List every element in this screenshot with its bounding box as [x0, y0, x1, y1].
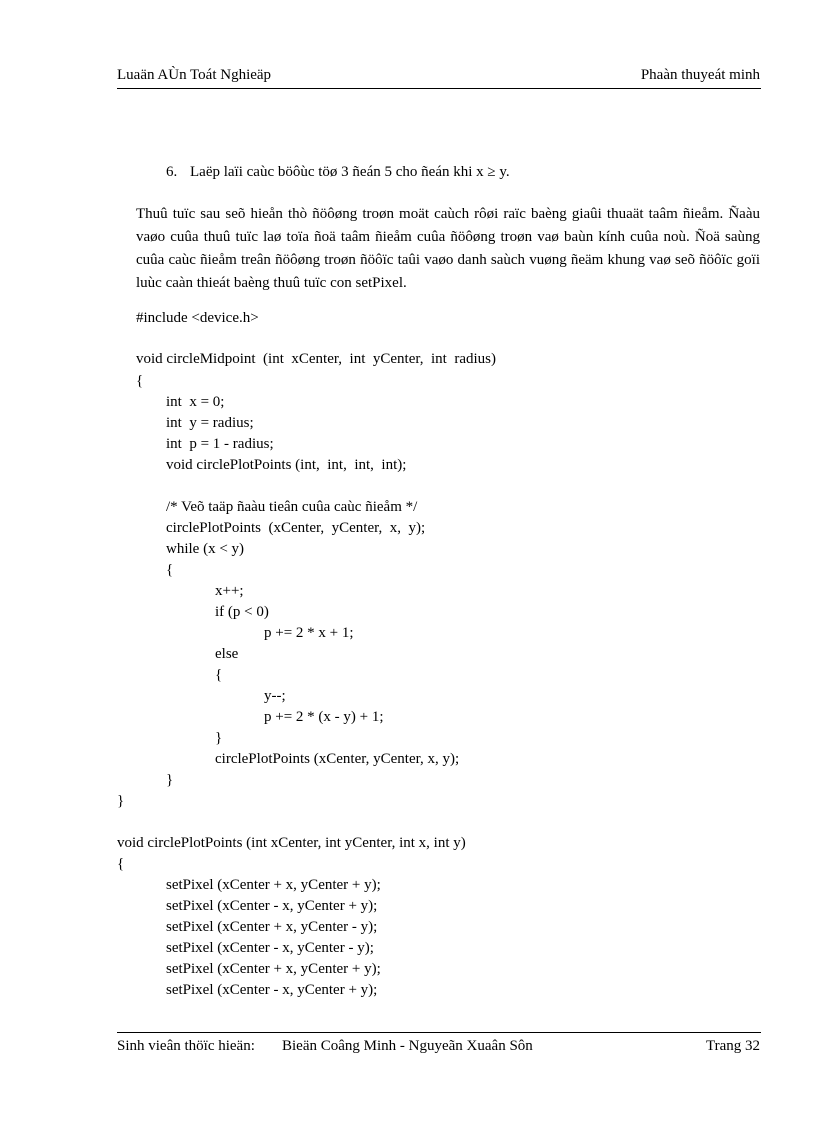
code-line: void circlePlotPoints (int xCenter, int yCenter, int x, int y)	[117, 835, 466, 851]
footer-page-number: Trang 32	[705, 1038, 760, 1054]
code-line: {	[166, 562, 174, 578]
code-line: setPixel (xCenter + x, yCenter + y);	[166, 961, 381, 977]
code-line: setPixel (xCenter + x, yCenter + y);	[166, 877, 381, 893]
code-line: #include <device.h>	[136, 310, 259, 326]
code-line: {	[117, 856, 125, 872]
footer-rule	[117, 1032, 761, 1033]
code-line: int y = radius;	[166, 415, 254, 431]
header-left: Luaän AÙn Toát Nghieäp	[117, 67, 272, 83]
code-line: }	[166, 772, 174, 788]
code-line: setPixel (xCenter - x, yCenter - y);	[166, 940, 374, 956]
code-line: int x = 0;	[166, 394, 225, 410]
code-line: setPixel (xCenter - x, yCenter + y);	[166, 898, 378, 914]
code-line: if (p < 0)	[215, 604, 269, 620]
body-paragraph: Thuû tuïc sau seõ hieån thò ñöôøng troøn moät caùch rôøi raïc baèng giaûi thuaät taâm ñieåm. Ñaàu vaøo cuûa thuû tuïc laø toïa ñoä taâm ñieåm cuûa ñöôøng troøn vaø baùn kính cuûa noù. Ñoä saùng cuûa caùc ñieåm treân ñöôøng troøn ñöôïc taûi vaøo danh saùch vuøng ñeäm khung vaø seõ ñöôïc goïi luùc caàn thieát baèng thuû tuïc con setPixel.	[136, 206, 760, 291]
footer-authors: Bieän Coâng Minh - Nguyeãn Xuaân Sôn	[282, 1038, 533, 1054]
code-line: }	[117, 793, 125, 809]
footer-label: Sinh vieân thöïc hieän:	[117, 1038, 255, 1054]
list-item-text: Laëp laïi caùc böôùc töø 3 ñeán 5 cho ñeán khi x ≥ y.	[190, 164, 510, 180]
code-line: y--;	[264, 688, 286, 704]
code-line: int p = 1 - radius;	[166, 436, 274, 452]
code-line: x++;	[215, 583, 244, 599]
code-line: {	[215, 667, 223, 683]
code-line: p += 2 * (x - y) + 1;	[264, 709, 384, 725]
code-line: void circleMidpoint (int xCenter, int yCenter, int radius)	[136, 351, 496, 367]
code-line: setPixel (xCenter - x, yCenter + y);	[166, 982, 378, 998]
code-line: else	[215, 646, 239, 662]
code-line: setPixel (xCenter + x, yCenter - y);	[166, 919, 378, 935]
code-line: while (x < y)	[166, 541, 245, 557]
code-line: }	[215, 730, 223, 746]
code-line: p += 2 * x + 1;	[264, 625, 354, 641]
code-line: {	[136, 373, 144, 389]
header-right: Phaàn thuyeát minh	[640, 67, 760, 83]
code-comment: /* Veõ taäp ñaàu tieân cuûa caùc ñieåm */	[166, 499, 418, 515]
code-line: void circlePlotPoints (int, int, int, int);	[166, 457, 407, 473]
header-rule	[117, 88, 761, 89]
list-item-number: 6.	[166, 164, 178, 180]
code-line: circlePlotPoints (xCenter, yCenter, x, y);	[215, 751, 460, 767]
code-line: circlePlotPoints (xCenter, yCenter, x, y);	[166, 520, 426, 536]
